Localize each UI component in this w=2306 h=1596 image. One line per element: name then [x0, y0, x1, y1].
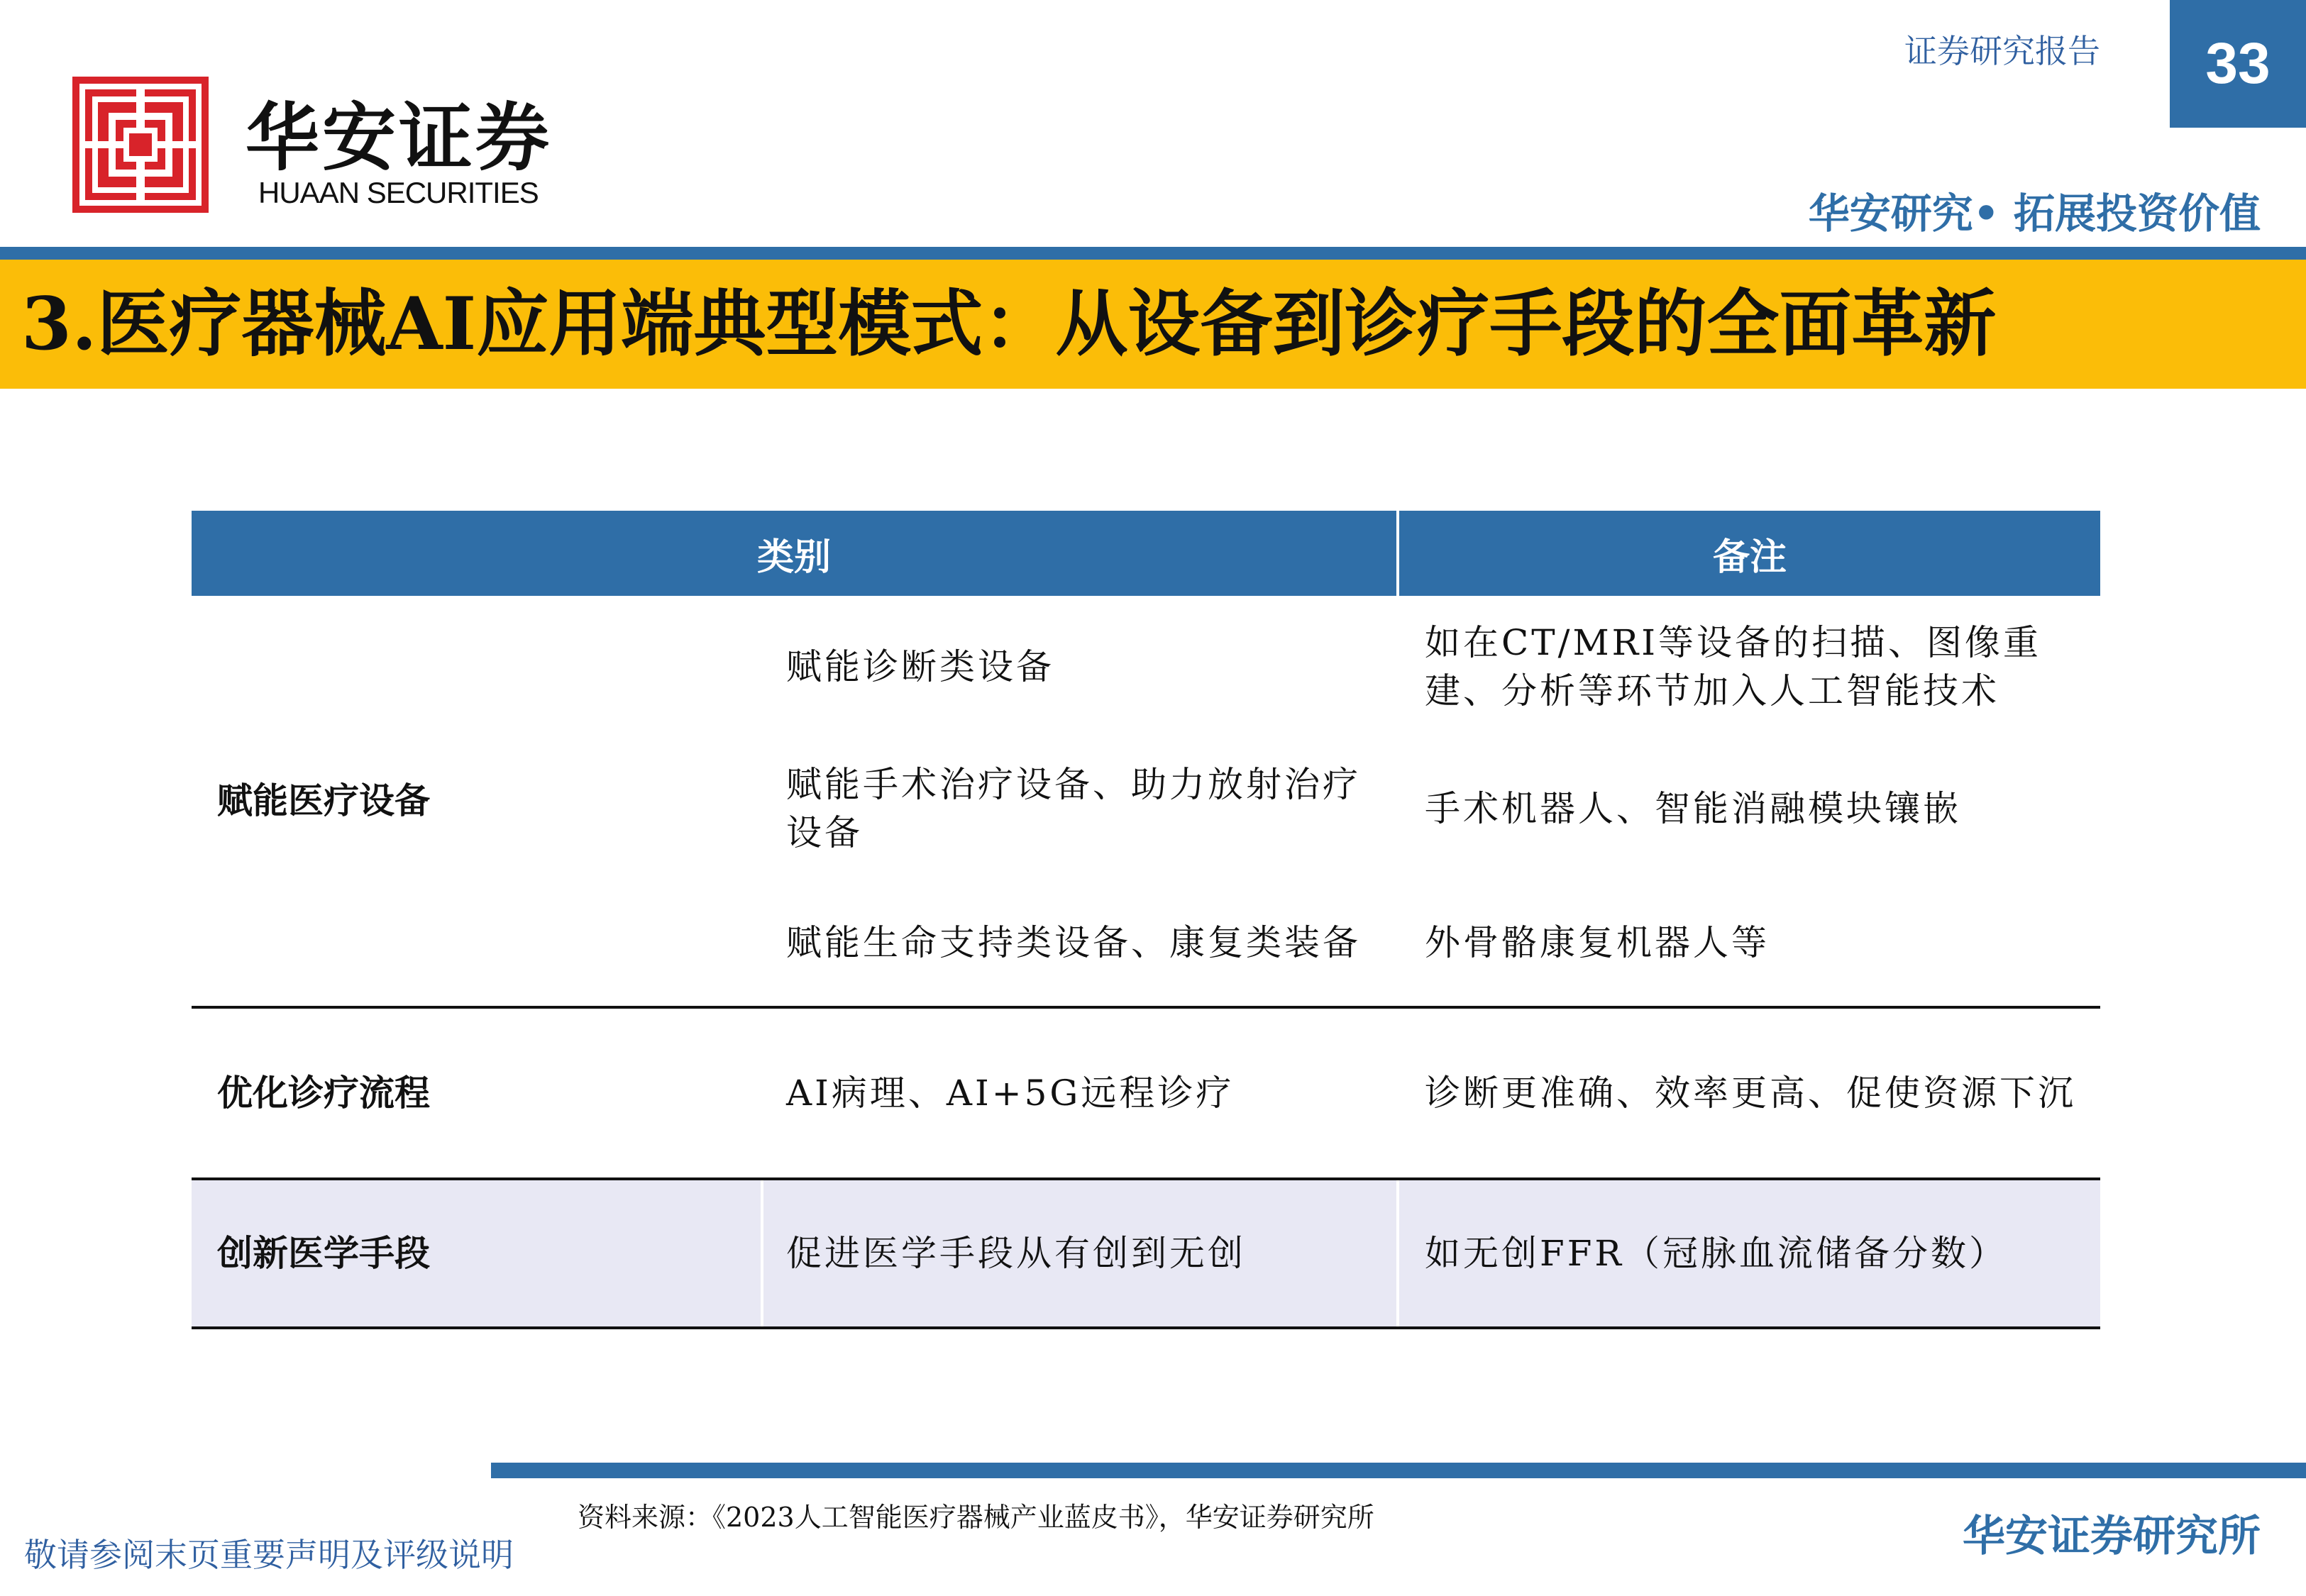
source-note: 资料来源：《2023人工智能医疗器械产业蓝皮书》，华安证券研究所: [578, 1502, 1374, 1533]
table-cell-subcategory: AI病理、AI+5G远程诊疗: [786, 1073, 1235, 1114]
huaan-logo-icon: [72, 77, 209, 213]
table-row-group-label: 创新医学手段: [217, 1233, 430, 1274]
footer-divider: [491, 1463, 2306, 1478]
table-bottom-rule: [192, 1326, 2100, 1329]
disclaimer-link: 敬请参阅末页重要声明及评级说明: [24, 1536, 514, 1574]
table-row-group-label: 优化诊疗流程: [217, 1073, 430, 1114]
table-cell-note: 手术机器人、智能消融模块镶嵌: [1425, 788, 1961, 829]
column-divider: [1396, 1180, 1399, 1326]
table-cell-note: 如无创FFR（冠脉血流储备分数）: [1425, 1233, 2008, 1274]
page-number-box: [2170, 0, 2306, 128]
ai-application-table: [192, 511, 2100, 1334]
logo-chinese-name: 华安证券: [246, 94, 553, 181]
footer-institute: 华安证券研究所: [1963, 1512, 2261, 1561]
page-title: 3.医疗器械AI应用端典型模式：从设备到诊疗手段的全面革新: [21, 282, 1997, 367]
page-number: 33: [2205, 31, 2271, 96]
report-type-label: 证券研究报告: [1904, 32, 2100, 70]
header-category: 类别: [192, 511, 1396, 596]
header-slogan: 华安研究• 拓展投资价值: [1808, 189, 2261, 238]
header-divider: [0, 247, 2306, 260]
table-cell-note: 如在CT/MRI等设备的扫描、图像重建、分析等环节加入人工智能技术: [1425, 622, 2042, 711]
table-cell-note: 外骨骼康复机器人等: [1425, 922, 1770, 963]
logo-english-name: HUAAN SECURITIES: [258, 176, 539, 209]
title-band: [0, 260, 2306, 389]
table-cell-note: 诊断更准确、效率更高、促使资源下沉: [1425, 1073, 2076, 1114]
column-divider: [761, 1180, 763, 1326]
header-note: 备注: [1399, 511, 2100, 596]
table-cell-subcategory: 赋能诊断类设备: [786, 646, 1054, 687]
table-row-group-label: 赋能医疗设备: [217, 780, 430, 821]
table-cell-subcategory: 促进医学手段从有创到无创: [786, 1233, 1246, 1274]
table-cell-subcategory: 赋能手术治疗设备、助力放射治疗设备: [786, 764, 1361, 853]
table-cell-subcategory: 赋能生命支持类设备、康复类装备: [786, 922, 1361, 963]
